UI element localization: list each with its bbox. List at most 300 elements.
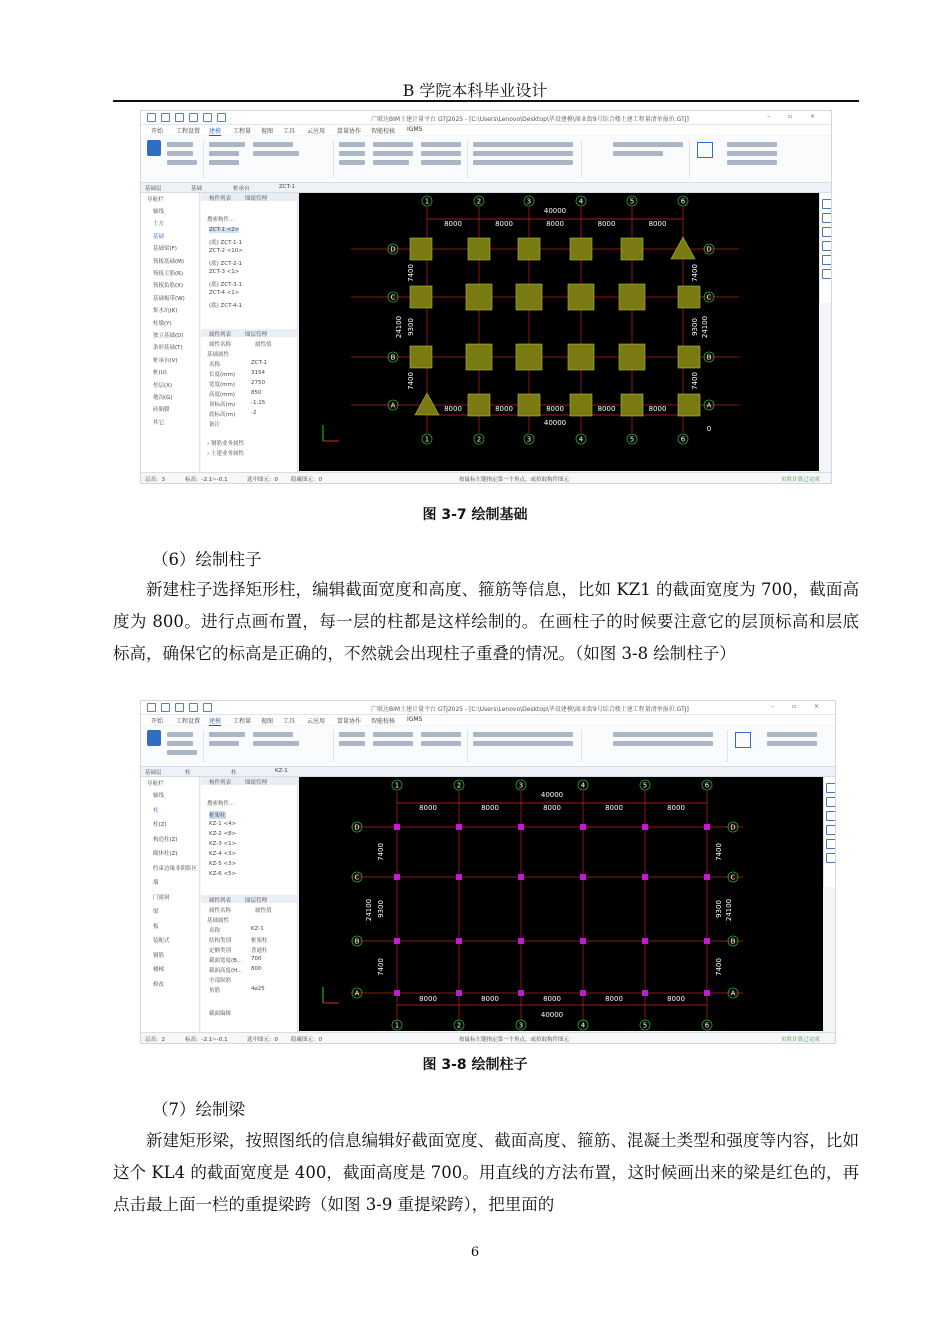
ribbon-btn[interactable] [373, 151, 413, 156]
axis-label-right: D [730, 823, 736, 832]
app-logo-icon [147, 113, 156, 122]
nav-item[interactable]: 轴线 [153, 209, 165, 215]
status-hint: 按鼠标左键指定第一个角点，或拾取构件图元 [459, 1037, 570, 1043]
menu-igms[interactable]: IGMS [407, 126, 423, 133]
view-3d-icon[interactable] [826, 783, 836, 793]
ribbon-btn[interactable] [473, 160, 573, 165]
prop-value[interactable]: -2 [251, 410, 257, 416]
dim-top: 8000 [543, 804, 561, 812]
prop-name: 宽度(mm) [209, 382, 236, 388]
ribbon-btn[interactable] [209, 160, 239, 165]
prop-value[interactable]: 700 [251, 956, 262, 962]
foundation-plan [299, 193, 819, 471]
nav-item[interactable]: 轴线 [153, 793, 165, 799]
ribbon-btn[interactable] [373, 160, 409, 165]
screenshot-columns [140, 700, 836, 1044]
ribbon-btn[interactable] [167, 741, 193, 746]
tab-layer-manage[interactable]: 图层管理 [245, 332, 268, 338]
menu-collab[interactable]: 算量协作 [337, 718, 362, 725]
dim-top: 8000 [495, 220, 513, 228]
undo-icon[interactable] [203, 703, 212, 712]
tab-component-list[interactable]: 构件列表 [209, 196, 232, 202]
nav-item[interactable]: 基础 [153, 233, 165, 240]
dim-bottom: 8000 [605, 995, 623, 1003]
nav-item[interactable]: 构造柱(Z) [153, 836, 178, 843]
pile-cap [410, 238, 432, 260]
prop-section[interactable]: › 土建业务属性 [207, 451, 244, 457]
dim-total-bottom: 40000 [540, 1011, 564, 1019]
type-select[interactable]: 桩承台 [233, 186, 250, 192]
axis-label-bottom: 5 [642, 1021, 648, 1030]
figure-caption-3-8: 图 3-8 绘制柱子 [422, 1057, 528, 1073]
component-item[interactable]: KZ-2 <8> [209, 831, 237, 837]
figure-caption-3-7: 图 3-7 绘制基础 [422, 507, 528, 523]
status-hidden: 隐藏图元：0 [291, 477, 322, 483]
column-marker [394, 874, 400, 880]
nav-item[interactable]: 柱墩(Y) [153, 320, 172, 327]
nav-item[interactable]: 约束边缘非阴影区 [153, 865, 198, 872]
ribbon-btn[interactable] [613, 151, 663, 156]
view-top-icon[interactable] [822, 213, 832, 223]
new-file-icon[interactable] [161, 703, 170, 712]
ribbon-btn[interactable] [473, 732, 573, 737]
axis-label-right: A [730, 989, 736, 998]
column-marker [642, 824, 648, 830]
ribbon-btn[interactable] [209, 741, 239, 746]
prop-name: 全部纵筋 [209, 978, 232, 984]
prop-value[interactable]: ZCT-1 [251, 360, 267, 366]
axis-label-left: D [354, 823, 360, 832]
component-item[interactable]: 框架柱 [209, 813, 226, 819]
menu-cloud[interactable]: 云应用 [307, 128, 326, 135]
column-plan [299, 777, 823, 1031]
axis-label-top: 1 [394, 781, 400, 790]
pile-cap [619, 344, 645, 370]
pile-cap [570, 238, 592, 260]
save-icon[interactable] [189, 703, 198, 712]
floor-selector-bar [141, 767, 835, 777]
component-item[interactable]: (底) ZCT-2-1 [209, 260, 242, 267]
component-item[interactable]: ZCT-1 <2> [209, 227, 240, 233]
pile-cap [621, 394, 643, 416]
column-marker [394, 824, 400, 830]
ribbon-btn[interactable] [373, 741, 413, 746]
axis-label-left: C [354, 873, 360, 882]
menu-modeling[interactable]: 建模 [209, 128, 222, 135]
menu-project-settings[interactable]: 工程设置 [176, 128, 201, 135]
ribbon-btn[interactable] [373, 732, 413, 737]
status-selected: 选中图元：0 [247, 477, 278, 483]
axis-label-top: 5 [642, 781, 648, 790]
drawing-canvas[interactable] [299, 777, 823, 1031]
dim-top: 8000 [444, 220, 462, 228]
status-calc: 实时计算已完成 [781, 477, 820, 483]
prop-value[interactable]: KZ-1 [251, 926, 264, 932]
dim-bottom: 8000 [543, 995, 561, 1003]
menu-quantity[interactable]: 工程量 [233, 128, 252, 135]
status-elevation: 标高：-2.1~-0.1 [185, 1037, 228, 1043]
pile-cap [678, 346, 700, 368]
axis-label-left: A [390, 401, 396, 410]
tab-drawing-manage[interactable]: 图纸管理 [245, 196, 268, 202]
section-paragraph-6: 新建柱子选择矩形柱，编辑截面宽度和高度、箍筋等信息，比如 KZ1 的截面宽度为 700，截面高度为 800。进行点画布置，每一层的柱都是这样绘制的。在画柱子的时候要注意它的层顶标高和层底标高，确保它的标高是正确的，不然就会出现柱子重叠的情况。（如图 3-8 绘制柱子） [113, 580, 859, 663]
drawing-canvas[interactable] [299, 193, 819, 471]
status-calc: 实时计算已完成 [781, 1037, 820, 1043]
column-marker [580, 938, 586, 944]
dim-bottom: 8000 [597, 405, 616, 413]
save-icon[interactable] [189, 113, 198, 122]
dim-right: 7400 [691, 264, 699, 282]
dim-top: 8000 [481, 804, 499, 812]
redo-icon[interactable] [217, 113, 226, 122]
prop-col-name: 属性名称 [209, 342, 232, 348]
zoom-icon[interactable] [826, 825, 836, 835]
pile-cap [468, 238, 490, 260]
prop-name: 结构类别 [209, 938, 232, 944]
menu-tools[interactable]: 工具 [283, 128, 296, 135]
column-marker [580, 874, 586, 880]
ribbon-btn[interactable] [421, 160, 461, 165]
axis-label-zero: 0 [706, 425, 712, 433]
tab-drawing-manage[interactable]: 图纸管理 [245, 780, 268, 786]
ribbon-btn[interactable] [473, 741, 573, 746]
axis-label-bottom: 3 [518, 1021, 524, 1030]
nav-item[interactable]: 条形基础(T) [153, 345, 183, 352]
nav-title: 导航栏 [147, 781, 164, 787]
app-title: 广联达BIM土建计量平台 GTJ2025 - [C:\Users\Lenovo\Desktop\毕设建模\商业街9号综合楼土建工程量清单报价.GTJ] [371, 706, 689, 713]
dim-top: 8000 [597, 220, 616, 228]
tab-layer-manage[interactable]: 图层管理 [245, 898, 268, 904]
ribbon-btn[interactable] [767, 741, 817, 746]
component-item[interactable]: (底) ZCT-4-1 [209, 302, 242, 309]
column-marker [704, 938, 710, 944]
open-file-icon[interactable] [175, 703, 184, 712]
rotate-icon[interactable] [826, 853, 836, 863]
search-input[interactable]: 搜索构件... [207, 217, 235, 223]
nav-item[interactable]: 门窗洞 [153, 894, 170, 901]
dim-total-bottom: 40000 [543, 419, 567, 427]
column-marker [456, 874, 462, 880]
ribbon-btn[interactable] [253, 741, 299, 746]
nav-item[interactable]: 桩(U) [153, 370, 167, 377]
smart-layout-icon[interactable] [735, 732, 751, 748]
nav-item[interactable]: 独立基础(D) [153, 333, 184, 339]
ribbon-btn[interactable] [613, 142, 683, 147]
type-select[interactable]: 柱 [231, 770, 237, 776]
component-item[interactable]: (底) ZCT-1-1 [209, 239, 242, 246]
nav-item[interactable]: 柱 [153, 807, 159, 814]
nav-item[interactable]: 板 [153, 923, 159, 930]
ribbon-btn[interactable] [209, 151, 239, 156]
ribbon-btn[interactable] [727, 142, 777, 147]
nav-item[interactable]: 筏板基础(M) [153, 258, 185, 265]
prop-value[interactable]: 普通柱 [251, 948, 268, 954]
header-rule [113, 100, 859, 102]
menu-quantity[interactable]: 工程量 [233, 718, 252, 725]
ribbon-btn[interactable] [167, 750, 197, 755]
prop-name: 定额类别 [209, 948, 232, 954]
column-marker [704, 874, 710, 880]
ribbon-btn[interactable] [209, 142, 245, 147]
pile-cap [466, 284, 492, 310]
ribbon-btn[interactable] [727, 151, 777, 156]
axis-label-left: A [354, 989, 360, 998]
category-select[interactable]: 基础 [191, 186, 203, 192]
view-front-icon[interactable] [822, 227, 832, 237]
smart-layout-icon[interactable] [697, 142, 713, 158]
zoom-icon[interactable] [822, 241, 832, 251]
dim-top: 8000 [546, 220, 564, 228]
ribbon-btn[interactable] [613, 741, 713, 746]
ribbon-btn[interactable] [339, 732, 365, 737]
axis-label-top: 2 [476, 197, 482, 206]
nav-item[interactable]: 筏板负筋(X) [153, 283, 184, 290]
prop-value[interactable]: -1.15 [251, 400, 266, 406]
dim-bottom: 8000 [481, 995, 499, 1003]
component-item[interactable]: KZ-5 <3> [209, 861, 237, 867]
tab-component-list[interactable]: 构件列表 [209, 780, 232, 786]
nav-item[interactable]: 基础板带(W) [153, 295, 185, 302]
nav-item[interactable]: 筏板主筋(R) [153, 271, 184, 277]
menu-bar [141, 125, 831, 135]
component-item[interactable]: (底) ZCT-3-1 [209, 281, 242, 288]
nav-item[interactable]: 砖胎膜 [153, 407, 170, 414]
ribbon-btn[interactable] [167, 732, 193, 737]
floor-select[interactable]: 基础层 [145, 770, 162, 776]
nav-item[interactable]: 桩承台(V) [153, 357, 178, 364]
menu-view[interactable]: 视图 [261, 128, 274, 135]
window-controls[interactable]: – ▫ × [771, 703, 827, 710]
nav-item[interactable]: 土方 [153, 221, 165, 228]
category-select[interactable]: 柱 [185, 770, 191, 776]
section-heading-7: （7）绘制梁 [152, 1100, 245, 1119]
menu-check[interactable]: 智能校核 [371, 718, 396, 725]
menu-start[interactable]: 开始 [151, 718, 164, 725]
ribbon-btn[interactable] [767, 732, 817, 737]
prop-value[interactable]: 800 [251, 966, 262, 972]
component-item[interactable]: ZCT-4 <1> [209, 290, 240, 296]
axis-label-left: C [390, 293, 396, 302]
dim-right: 7400 [715, 958, 723, 976]
pile-cap [678, 286, 700, 308]
view-3d-icon[interactable] [822, 199, 832, 209]
axis-label-bottom: 3 [526, 435, 532, 444]
component-item[interactable]: KZ-4 <3> [209, 851, 237, 857]
status-elevation: 标高：-2.1~-0.1 [185, 477, 228, 483]
open-file-icon[interactable] [175, 113, 184, 122]
ribbon-btn[interactable] [253, 142, 293, 147]
prop-value[interactable]: 850 [251, 390, 262, 396]
page-number: 6 [470, 1245, 480, 1260]
axis-label-bottom: 2 [476, 435, 482, 444]
column-marker [394, 990, 400, 996]
status-bar [141, 472, 831, 483]
ribbon-btn[interactable] [339, 741, 365, 746]
nav-item[interactable]: 砌体柱(Z) [153, 851, 178, 857]
menu-check[interactable]: 智能校核 [371, 128, 396, 135]
undo-icon[interactable] [203, 113, 212, 122]
component-item[interactable]: KZ-1 <4> [209, 821, 237, 827]
new-file-icon[interactable] [161, 113, 170, 122]
ribbon-btn[interactable] [167, 142, 193, 147]
select-tool-icon[interactable] [147, 730, 161, 746]
fit-view-icon[interactable] [822, 255, 832, 265]
column-marker [456, 824, 462, 830]
ribbon-btn[interactable] [473, 142, 573, 147]
column-marker [456, 938, 462, 944]
ribbon-btn[interactable] [727, 160, 777, 165]
pile-cap [570, 394, 592, 416]
component-item[interactable]: KZ-3 <1> [209, 841, 237, 847]
prop-col-value: 属性值 [255, 342, 272, 348]
menu-start[interactable]: 开始 [151, 128, 164, 135]
dim-top: 8000 [419, 804, 437, 812]
dim-top: 8000 [648, 220, 667, 228]
component-item[interactable]: KZ-6 <5> [209, 871, 237, 877]
pile-cap [410, 286, 432, 308]
component-panel [201, 193, 298, 473]
prop-value[interactable]: 4⌀25 [251, 986, 265, 992]
ribbon-btn[interactable] [209, 732, 245, 737]
dim-bottom: 8000 [444, 405, 462, 413]
section-edit-tab[interactable]: 截面编辑 [209, 1011, 232, 1017]
column-marker [518, 990, 524, 996]
axis-label-right: C [706, 293, 712, 302]
menu-collab[interactable]: 算量协作 [337, 128, 362, 135]
prop-group: 基础属性 [207, 352, 230, 358]
dim-left: 7400 [377, 958, 385, 976]
column-marker [704, 990, 710, 996]
prop-value[interactable]: 2750 [251, 380, 265, 386]
dim-total-right: 24100 [725, 898, 733, 922]
ribbon-btn[interactable] [339, 142, 365, 147]
ribbon-btn[interactable] [421, 732, 461, 737]
ribbon-btn[interactable] [373, 142, 413, 147]
ribbon-btn[interactable] [339, 151, 365, 156]
component-item[interactable]: ZCT-3 <1> [209, 269, 240, 275]
ribbon-btn[interactable] [167, 160, 197, 165]
dim-left: 7400 [407, 264, 415, 282]
search-input[interactable]: 搜索构件... [207, 801, 235, 807]
nav-item[interactable]: 其它 [153, 419, 165, 426]
pile-cap [518, 394, 540, 416]
pile-cap-triangle [671, 237, 695, 259]
nav-item[interactable]: 墙 [153, 880, 159, 886]
ribbon-btn[interactable] [253, 151, 299, 156]
floor-selector-bar [141, 183, 831, 193]
menu-view[interactable]: 视图 [261, 718, 274, 725]
nav-item[interactable]: 基础梁(F) [153, 246, 177, 253]
menu-tools[interactable]: 工具 [283, 718, 296, 725]
menu-modeling[interactable]: 建模 [209, 718, 222, 725]
prop-value[interactable]: 3154 [251, 370, 265, 376]
axis-label-bottom: 4 [578, 435, 584, 444]
ribbon-btn[interactable] [421, 741, 461, 746]
menu-cloud[interactable]: 云应用 [307, 718, 326, 725]
component-select[interactable]: KZ-1 [275, 768, 288, 774]
nav-item[interactable]: 梁 [153, 909, 159, 915]
floor-select[interactable]: 基础层 [145, 186, 162, 192]
prop-name: 底标高(m) [209, 412, 236, 418]
rotate-icon[interactable] [822, 269, 832, 279]
axis-label-top: 3 [518, 781, 524, 790]
axis-label-right: B [706, 353, 712, 362]
ribbon-btn[interactable] [473, 151, 573, 156]
nav-item[interactable]: 楼梯 [153, 967, 165, 973]
status-hidden: 隐藏图元：0 [291, 1037, 322, 1043]
dim-total-top: 40000 [540, 791, 564, 799]
nav-item[interactable]: 柱(Z) [153, 822, 167, 828]
axis-label-left: D [390, 245, 396, 254]
ribbon-btn[interactable] [339, 160, 365, 165]
axis-label-right: A [706, 401, 712, 410]
view-top-icon[interactable] [826, 797, 836, 807]
axis-label-top: 4 [578, 197, 584, 206]
nav-item[interactable]: 修改 [153, 981, 165, 988]
prop-name: 高度(mm) [209, 392, 236, 398]
dim-bottom: 8000 [667, 995, 685, 1003]
view-front-icon[interactable] [826, 811, 836, 821]
prop-section[interactable]: › 钢筋业务属性 [207, 441, 244, 447]
component-item[interactable]: ZCT-2 <10> [209, 248, 243, 254]
prop-name: 顶标高(m) [209, 402, 236, 408]
navigation-panel [141, 193, 200, 473]
section-paragraph-7: 新建矩形梁，按照图纸的信息编辑好截面宽度、截面高度、箍筋、混凝土类型和强度等内容，比如这个 KL4 的截面宽度是 400，截面高度是 700。用直线的方法布置，这时候画出来的梁是红色的，再点击最上面一栏的重提梁跨（如图 3-9 重提梁跨），把里面的 [113, 1131, 859, 1214]
dim-right: 7400 [715, 843, 723, 861]
ribbon-btn[interactable] [253, 732, 293, 737]
dim-left: 7400 [377, 843, 385, 861]
ribbon-toolbar [141, 136, 831, 183]
fit-view-icon[interactable] [826, 839, 836, 849]
column-marker [518, 938, 524, 944]
prop-name: 角筋 [209, 988, 221, 994]
ribbon-btn[interactable] [613, 732, 713, 737]
column-marker [518, 824, 524, 830]
tab-property-list[interactable]: 属性列表 [209, 898, 232, 904]
axis-label-right: D [706, 245, 712, 254]
menu-igms[interactable]: IGMS [407, 716, 423, 723]
screenshot-foundation [140, 110, 832, 484]
ribbon-btn[interactable] [421, 142, 461, 147]
window-controls[interactable]: – ▫ × [767, 113, 823, 120]
menu-project-settings[interactable]: 工程设置 [176, 718, 201, 725]
dim-bottom: 8000 [648, 405, 667, 413]
ribbon-btn[interactable] [167, 151, 193, 156]
nav-item[interactable]: 集水坑(K) [153, 308, 178, 315]
tab-property-list[interactable]: 属性列表 [209, 332, 232, 338]
pile-cap [568, 284, 594, 310]
app-logo-icon [147, 703, 156, 712]
nav-item[interactable]: 地沟(G) [153, 395, 173, 401]
ribbon-btn[interactable] [421, 151, 461, 156]
nav-item[interactable]: 垫层(X) [153, 382, 173, 389]
section-heading-6: （6）绘制柱子 [152, 550, 262, 569]
component-select[interactable]: ZCT-1 [279, 184, 295, 190]
status-floor-height: 层高：2 [145, 1037, 165, 1043]
axis-label-top: 5 [629, 197, 635, 206]
ribbon-toolbar [141, 726, 835, 767]
select-tool-icon[interactable] [147, 140, 161, 156]
dim-top: 8000 [605, 804, 623, 812]
prop-value[interactable]: 框架柱 [251, 938, 268, 944]
nav-item[interactable]: 装配式 [153, 938, 170, 944]
status-selected: 选中图元：0 [247, 1037, 278, 1043]
component-panel [201, 777, 298, 1033]
status-floor-height: 层高：3 [145, 477, 165, 483]
nav-item[interactable]: 钢筋 [153, 952, 165, 959]
dim-bottom: 8000 [495, 405, 513, 413]
column-marker [394, 938, 400, 944]
